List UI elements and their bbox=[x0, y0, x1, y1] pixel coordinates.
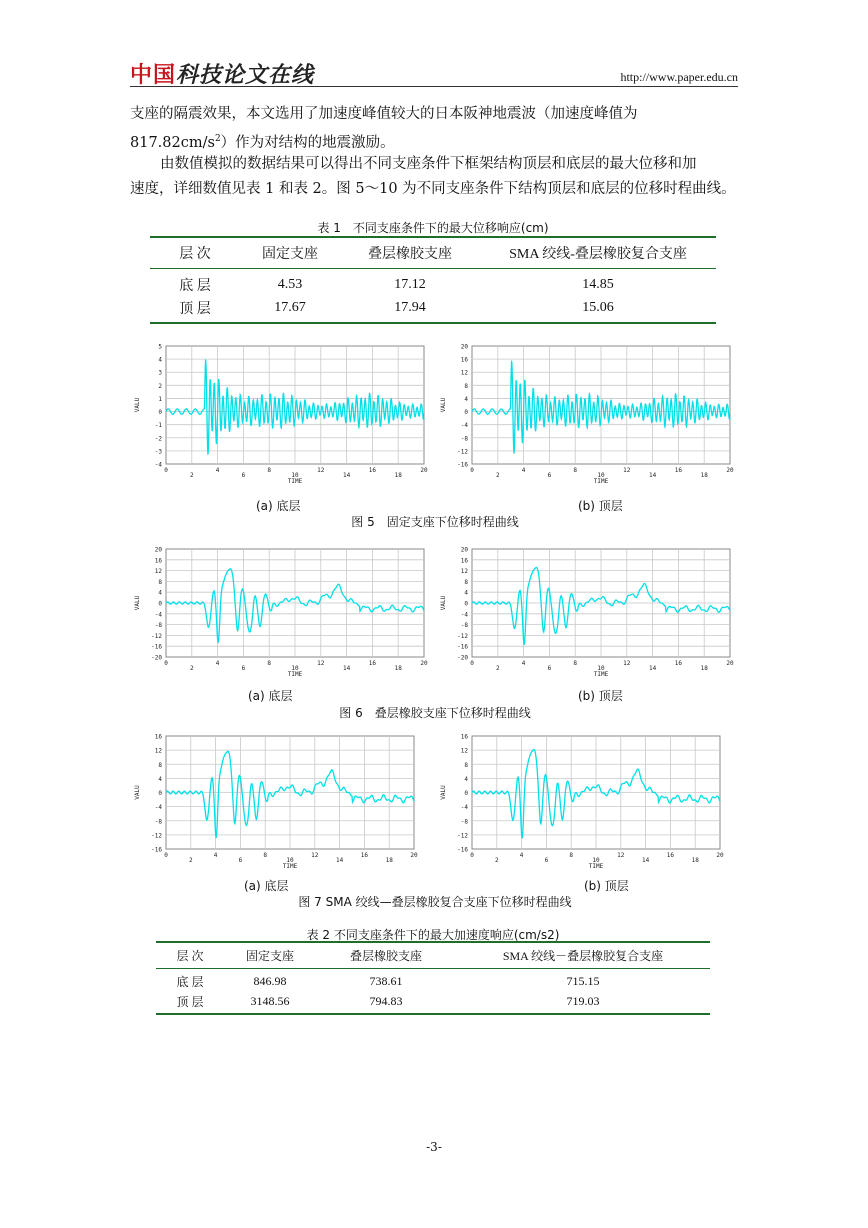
y-tick-label: 12 bbox=[460, 369, 468, 377]
table2-cell: 715.15 bbox=[566, 973, 600, 988]
fig7a-label: (a) 底层 bbox=[244, 879, 289, 893]
x-tick-label: 4 bbox=[519, 852, 524, 859]
x-tick-label: 14 bbox=[342, 472, 351, 479]
x-tick-label: 6 bbox=[544, 857, 549, 864]
y-tick-label: -2 bbox=[154, 435, 162, 443]
table-row bbox=[150, 295, 716, 323]
x-tick-label: 16 bbox=[368, 660, 377, 667]
x-tick-label: 2 bbox=[495, 665, 500, 672]
y-tick-label: 8 bbox=[464, 382, 468, 390]
y-tick-label: -16 bbox=[151, 643, 162, 651]
x-axis-label: TIME bbox=[282, 863, 298, 870]
x-tick-label: 8 bbox=[569, 852, 574, 859]
fig6-caption: 图 6 叠层橡胶支座下位移时程曲线 bbox=[339, 706, 531, 720]
x-tick-label: 12 bbox=[617, 852, 625, 859]
p1-superscript: 2 bbox=[214, 134, 221, 144]
x-tick-label: 16 bbox=[674, 660, 683, 667]
table2-caption: 表 2 不同支座条件下的最大加速度响应(cm/s2) bbox=[306, 928, 560, 942]
x-tick-label: 14 bbox=[335, 857, 344, 864]
x-tick-label: 6 bbox=[547, 472, 552, 479]
y-tick-label: -12 bbox=[151, 632, 162, 640]
y-tick-label: -8 bbox=[460, 622, 468, 630]
x-tick-label: 14 bbox=[648, 665, 657, 672]
y-tick-label: -3 bbox=[154, 448, 162, 456]
table2-header: 层 次 bbox=[176, 948, 204, 963]
x-tick-label: 20 bbox=[420, 467, 428, 474]
x-tick-label: 18 bbox=[394, 665, 402, 672]
x-tick-label: 12 bbox=[311, 852, 319, 859]
y-tick-label: 16 bbox=[460, 733, 468, 741]
x-tick-label: 2 bbox=[494, 857, 499, 864]
x-tick-label: 20 bbox=[410, 852, 418, 859]
table1-cell: 17.94 bbox=[394, 300, 426, 315]
x-tick-label: 18 bbox=[691, 857, 699, 864]
y-tick-label: -16 bbox=[457, 643, 468, 651]
y-tick-label: 20 bbox=[154, 546, 162, 554]
table2-cell: 738.61 bbox=[369, 973, 403, 988]
fig5-caption: 图 5 固定支座下位移时程曲线 bbox=[351, 515, 519, 529]
x-tick-label: 14 bbox=[342, 665, 351, 672]
y-tick-label: -12 bbox=[457, 448, 468, 456]
y-tick-label: 4 bbox=[158, 775, 162, 783]
y-tick-label: 12 bbox=[460, 568, 468, 576]
table1-cell: 15.06 bbox=[582, 300, 614, 315]
x-tick-label: 20 bbox=[420, 660, 428, 667]
logo-red-text: 中国 bbox=[130, 63, 177, 88]
y-tick-label: 16 bbox=[154, 557, 162, 565]
y-axis-label: VALU bbox=[440, 595, 447, 611]
y-tick-label: -16 bbox=[457, 846, 468, 854]
y-tick-label: -8 bbox=[460, 435, 468, 443]
x-tick-label: 10 bbox=[291, 472, 299, 479]
y-tick-label: 8 bbox=[464, 578, 468, 586]
table1-cell: 4.53 bbox=[277, 276, 303, 292]
x-tick-label: 4 bbox=[215, 467, 220, 474]
table2-header: 叠层橡胶支座 bbox=[349, 948, 422, 963]
x-tick-label: 8 bbox=[267, 467, 272, 474]
y-tick-label: -12 bbox=[457, 632, 468, 640]
y-tick-label: 0 bbox=[158, 409, 162, 417]
y-tick-label: 4 bbox=[464, 395, 468, 403]
y-tick-label: -12 bbox=[151, 832, 162, 840]
table1 bbox=[150, 236, 716, 324]
table-row bbox=[156, 990, 710, 1014]
x-tick-label: 0 bbox=[164, 467, 168, 474]
x-tick-label: 10 bbox=[286, 857, 294, 864]
chart-fig7a bbox=[130, 730, 420, 875]
fig5b-label: (b) 顶层 bbox=[578, 499, 623, 513]
chart-fig6b bbox=[436, 543, 736, 683]
x-tick-label: 20 bbox=[716, 852, 724, 859]
y-tick-label: 5 bbox=[158, 343, 162, 351]
x-tick-label: 8 bbox=[263, 852, 268, 859]
x-tick-label: 6 bbox=[241, 665, 246, 672]
p2-line1: 由数值模拟的数据结果可以得出不同支座条件下框架结构顶层和底层的最大位移和加 bbox=[160, 156, 697, 172]
y-tick-label: -16 bbox=[151, 846, 162, 854]
x-tick-label: 16 bbox=[674, 467, 683, 474]
x-tick-label: 14 bbox=[648, 472, 657, 479]
y-tick-label: -12 bbox=[457, 832, 468, 840]
y-tick-label: -4 bbox=[460, 611, 468, 619]
y-tick-label: -16 bbox=[457, 461, 468, 469]
x-tick-label: 20 bbox=[726, 467, 734, 474]
fig6b-label: (b) 顶层 bbox=[578, 689, 623, 703]
y-tick-label: 8 bbox=[158, 578, 162, 586]
x-tick-label: 2 bbox=[189, 472, 194, 479]
chart-fig5b bbox=[436, 340, 736, 490]
x-tick-label: 12 bbox=[317, 467, 325, 474]
table2-cell: 3148.56 bbox=[250, 994, 290, 1008]
p1-line1: 支座的隔震效果，本文选用了加速度峰值较大的日本阪神地震波（加速度峰值为 bbox=[130, 106, 638, 122]
y-tick-label: 16 bbox=[460, 356, 468, 364]
table2-cell: 794.83 bbox=[369, 994, 403, 1008]
x-axis-label: TIME bbox=[287, 671, 303, 678]
table2-cell: 719.03 bbox=[566, 994, 600, 1008]
x-tick-label: 18 bbox=[700, 665, 708, 672]
y-tick-label: 12 bbox=[154, 747, 162, 755]
fig7b-label: (b) 顶层 bbox=[584, 879, 629, 893]
x-tick-label: 8 bbox=[573, 467, 578, 474]
x-tick-label: 6 bbox=[238, 857, 243, 864]
x-tick-label: 12 bbox=[623, 467, 631, 474]
table1-header-row bbox=[150, 237, 716, 268]
y-tick-label: -4 bbox=[154, 804, 162, 812]
x-axis-label: TIME bbox=[593, 671, 609, 678]
header-url[interactable]: http://www.paper.edu.cn bbox=[620, 70, 738, 84]
y-tick-label: 2 bbox=[158, 382, 162, 390]
table2 bbox=[156, 941, 710, 1015]
chart-fig5a bbox=[130, 340, 430, 490]
table1-cell: 14.85 bbox=[582, 276, 614, 292]
x-tick-label: 0 bbox=[470, 852, 474, 859]
x-tick-label: 10 bbox=[592, 857, 600, 864]
x-tick-label: 12 bbox=[317, 660, 325, 667]
table2-header: SMA 绞线－叠层橡胶复合支座 bbox=[502, 948, 664, 963]
y-axis-label: VALU bbox=[440, 397, 447, 413]
table-row bbox=[150, 268, 716, 295]
y-tick-label: 8 bbox=[158, 761, 162, 769]
page-number: -3- bbox=[426, 1140, 442, 1154]
y-tick-label: -4 bbox=[460, 422, 468, 430]
x-tick-label: 2 bbox=[188, 857, 193, 864]
y-axis-label: VALU bbox=[440, 785, 447, 800]
paragraph-1 bbox=[130, 102, 740, 156]
fig6a-label: (a) 底层 bbox=[248, 689, 293, 703]
x-tick-label: 4 bbox=[521, 660, 526, 667]
x-tick-label: 18 bbox=[394, 472, 402, 479]
y-tick-label: -8 bbox=[460, 818, 468, 826]
x-tick-label: 6 bbox=[547, 665, 552, 672]
x-axis-label: TIME bbox=[588, 863, 604, 870]
x-tick-label: 14 bbox=[641, 857, 650, 864]
table1-header: 层 次 bbox=[179, 246, 211, 262]
x-tick-label: 16 bbox=[666, 852, 675, 859]
y-tick-label: 0 bbox=[464, 600, 468, 608]
table1-header: 固定支座 bbox=[262, 246, 318, 262]
x-tick-label: 6 bbox=[241, 472, 246, 479]
x-tick-label: 4 bbox=[213, 852, 218, 859]
y-tick-label: 4 bbox=[464, 589, 468, 597]
table1-cell: 顶 层 bbox=[179, 302, 211, 317]
paragraph-2 bbox=[130, 152, 740, 202]
x-tick-label: 4 bbox=[215, 660, 220, 667]
x-axis-label: TIME bbox=[287, 478, 303, 485]
p2-line2: 速度，详细数值见表 1 和表 2。图 5～10 为不同支座条件下结构顶层和底层的位移时程曲线。 bbox=[130, 181, 736, 197]
x-tick-label: 0 bbox=[164, 852, 168, 859]
fig7-caption: 图 7 SMA 绞线—叠层橡胶复合支座下位移时程曲线 bbox=[298, 895, 572, 909]
chart-fig6a bbox=[130, 543, 430, 683]
y-tick-label: 4 bbox=[158, 356, 162, 364]
y-tick-label: 0 bbox=[158, 790, 162, 797]
x-axis-label: TIME bbox=[593, 478, 609, 485]
x-tick-label: 10 bbox=[291, 665, 299, 672]
chart-fig7b bbox=[436, 730, 726, 875]
x-tick-label: 16 bbox=[368, 467, 377, 474]
y-tick-label: -4 bbox=[460, 804, 468, 812]
table-row bbox=[156, 968, 710, 990]
table2-cell: 顶 层 bbox=[176, 995, 204, 1009]
table1-cell: 17.12 bbox=[394, 276, 426, 292]
logo-black-text: 科技论文在线 bbox=[176, 63, 315, 88]
y-tick-label: 20 bbox=[460, 546, 468, 554]
x-tick-label: 2 bbox=[189, 665, 194, 672]
table1-cell: 17.67 bbox=[274, 300, 306, 315]
x-tick-label: 4 bbox=[521, 467, 526, 474]
y-tick-label: 0 bbox=[464, 790, 468, 797]
y-tick-label: -8 bbox=[154, 818, 162, 826]
x-tick-label: 10 bbox=[597, 665, 605, 672]
y-tick-label: 3 bbox=[158, 369, 162, 377]
y-tick-label: 8 bbox=[464, 761, 468, 769]
y-tick-label: -8 bbox=[154, 622, 162, 630]
x-tick-label: 8 bbox=[573, 660, 578, 667]
x-tick-label: 20 bbox=[726, 660, 734, 667]
y-tick-label: 16 bbox=[154, 733, 162, 741]
table1-cell: 底 层 bbox=[179, 278, 211, 294]
x-tick-label: 0 bbox=[164, 660, 168, 667]
y-tick-label: 0 bbox=[464, 409, 468, 417]
x-tick-label: 12 bbox=[623, 660, 631, 667]
y-tick-label: 16 bbox=[460, 557, 468, 565]
x-tick-label: 2 bbox=[495, 472, 500, 479]
x-tick-label: 18 bbox=[700, 472, 708, 479]
y-tick-label: 20 bbox=[460, 343, 468, 351]
header-rule bbox=[130, 86, 738, 87]
y-tick-label: 12 bbox=[154, 568, 162, 576]
fig5a-label: (a) 底层 bbox=[256, 499, 301, 513]
x-tick-label: 0 bbox=[470, 467, 474, 474]
y-tick-label: -20 bbox=[457, 654, 468, 662]
table2-cell: 底 层 bbox=[176, 974, 204, 989]
table2-header: 固定支座 bbox=[245, 948, 294, 963]
y-tick-label: 4 bbox=[158, 589, 162, 597]
table1-header: SMA 绞线-叠层橡胶复合支座 bbox=[509, 246, 687, 262]
y-tick-label: -20 bbox=[151, 654, 162, 662]
y-axis-label: VALU bbox=[134, 595, 141, 611]
y-tick-label: -4 bbox=[154, 461, 162, 469]
x-tick-label: 18 bbox=[385, 857, 393, 864]
p1-line2-rest: ）作为对结构的地震激励。 bbox=[220, 134, 395, 151]
y-tick-label: 0 bbox=[158, 600, 162, 608]
x-tick-label: 10 bbox=[597, 472, 605, 479]
journal-logo bbox=[130, 58, 314, 89]
y-tick-label: 12 bbox=[460, 747, 468, 755]
y-axis-label: VALU bbox=[134, 785, 141, 800]
y-tick-label: -4 bbox=[154, 611, 162, 619]
x-tick-label: 0 bbox=[470, 660, 474, 667]
y-axis-label: VALU bbox=[134, 397, 141, 413]
table1-header: 叠层橡胶支座 bbox=[368, 246, 452, 262]
table1-caption: 表 1 不同支座条件下的最大位移响应(cm) bbox=[317, 221, 549, 235]
p1-pga-value: 817.82cm/s bbox=[130, 134, 215, 151]
y-tick-label: 1 bbox=[158, 395, 162, 403]
y-tick-label: 4 bbox=[464, 775, 468, 783]
x-tick-label: 16 bbox=[360, 852, 369, 859]
table2-header-row bbox=[156, 942, 710, 968]
table2-cell: 846.98 bbox=[253, 973, 287, 988]
y-tick-label: -1 bbox=[154, 422, 162, 430]
x-tick-label: 8 bbox=[267, 660, 272, 667]
